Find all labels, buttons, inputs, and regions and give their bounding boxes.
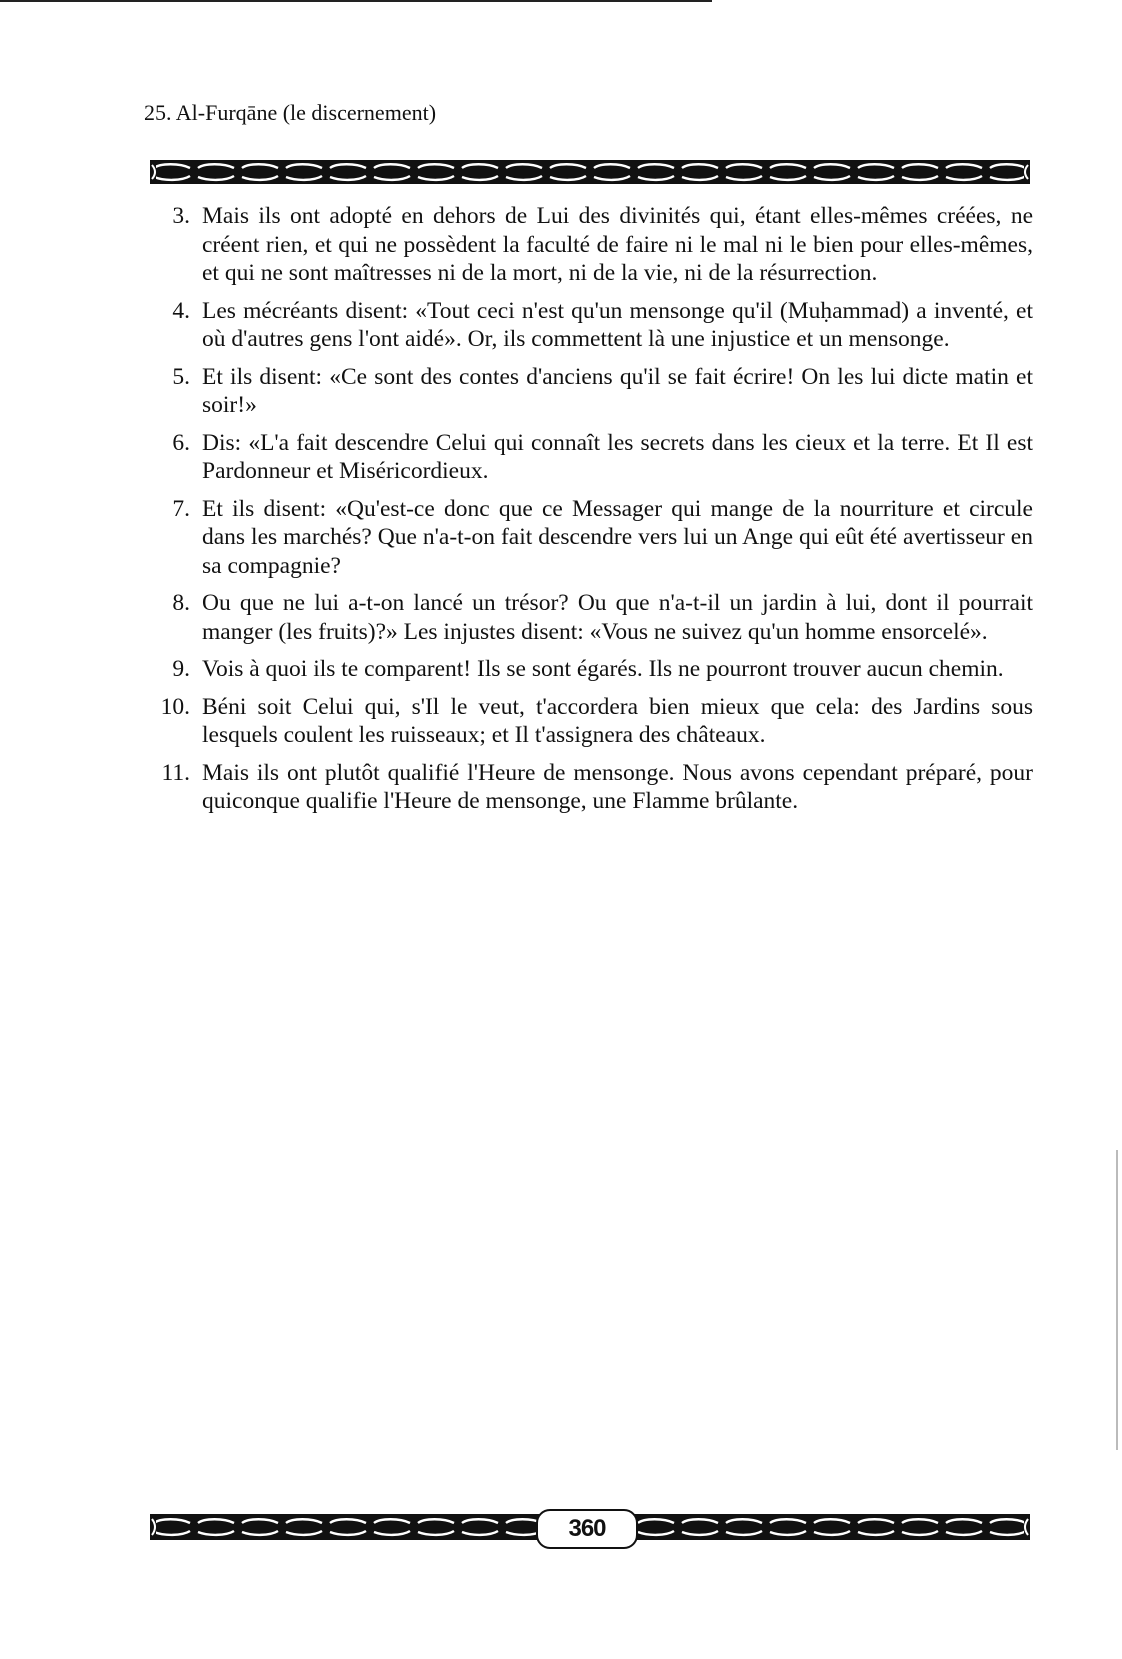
verse-item [140, 655, 1033, 684]
verse-text: Mais ils ont adopté en dehors de Lui des divinités qui, étant elles-mêmes créées, ne créent rien, et qui ne possèdent la faculté de faire ni le mal ni le bien pour elles-mêmes, et qui ne sont maîtresses ni de la mort, ni de la vie, ni de la résurrection. [202, 203, 1033, 286]
top-ornamental-band [150, 160, 1030, 184]
page-number: 360 [536, 1509, 638, 1549]
verse-item [140, 297, 1033, 354]
verse-text: Mais ils ont plutôt qualifié l'Heure de mensonge. Nous avons cependant préparé, pour quiconque qualifie l'Heure de mensonge, une Flamme brûlante. [202, 759, 1033, 814]
verse-text: Dis: «L'a fait descendre Celui qui connaît les secrets dans les cieux et la terre. Et Il est Pardonneur et Miséricordieux. [202, 429, 1033, 484]
verse-item [140, 363, 1033, 420]
verse-item [140, 589, 1033, 646]
verse-number: 4. [172, 297, 190, 324]
verse-number: 6. [172, 429, 190, 456]
verse-item [140, 429, 1033, 486]
chain-ornament-icon [150, 160, 1030, 184]
verse-text: Ou que ne lui a-t-on lancé un trésor? Ou que n'a-t-il un jardin à lui, dont il pourrait manger (les fruits)?» Les injustes disent: «Vous ne suivez qu'un homme ensorcelé». [202, 590, 1033, 645]
verse-list [140, 202, 1033, 825]
verse-number: 8. [172, 590, 190, 616]
scan-edge-mark [1116, 1150, 1118, 1450]
verse-text: Et ils disent: «Qu'est-ce donc que ce Messager qui mange de la nourriture et circule dans les marchés? Que n'a-t-on fait descendre vers lui un Ange qui eût été avertisseur en sa compagnie? [202, 495, 1033, 579]
verse-item [140, 202, 1033, 288]
verse-item [140, 693, 1033, 750]
verse-item [140, 759, 1033, 816]
verse-number: 7. [172, 495, 190, 522]
verse-text: Les mécréants disent: «Tout ceci n'est qu'un mensonge qu'il (Muḥammad) a inventé, et où d'autres gens l'ont aidé». Or, ils commettent là une injustice et un mensonge. [202, 297, 1033, 352]
verse-number: 11. [161, 759, 190, 786]
verse-text: Vois à quoi ils te comparent! Ils se sont égarés. Ils ne pourront trouver aucun chemin. [202, 656, 1004, 682]
verse-number: 9. [172, 656, 190, 682]
verse-item [140, 495, 1033, 581]
verse-number: 5. [172, 363, 190, 390]
verse-number: 10. [160, 693, 190, 720]
verse-text: Et ils disent: «Ce sont des contes d'anciens qu'il se fait écrire! On les lui dicte matin et soir!» [202, 363, 1033, 418]
top-rule [0, 0, 712, 2]
verse-text: Béni soit Celui qui, s'Il le veut, t'accordera bien mieux que cela: des Jardins sous lesquels coulent les ruisseaux; et Il t'assignera des châteaux. [202, 693, 1033, 748]
verse-number: 3. [172, 203, 190, 229]
chapter-heading: 25. Al-Furqāne (le discernement) [144, 100, 437, 125]
